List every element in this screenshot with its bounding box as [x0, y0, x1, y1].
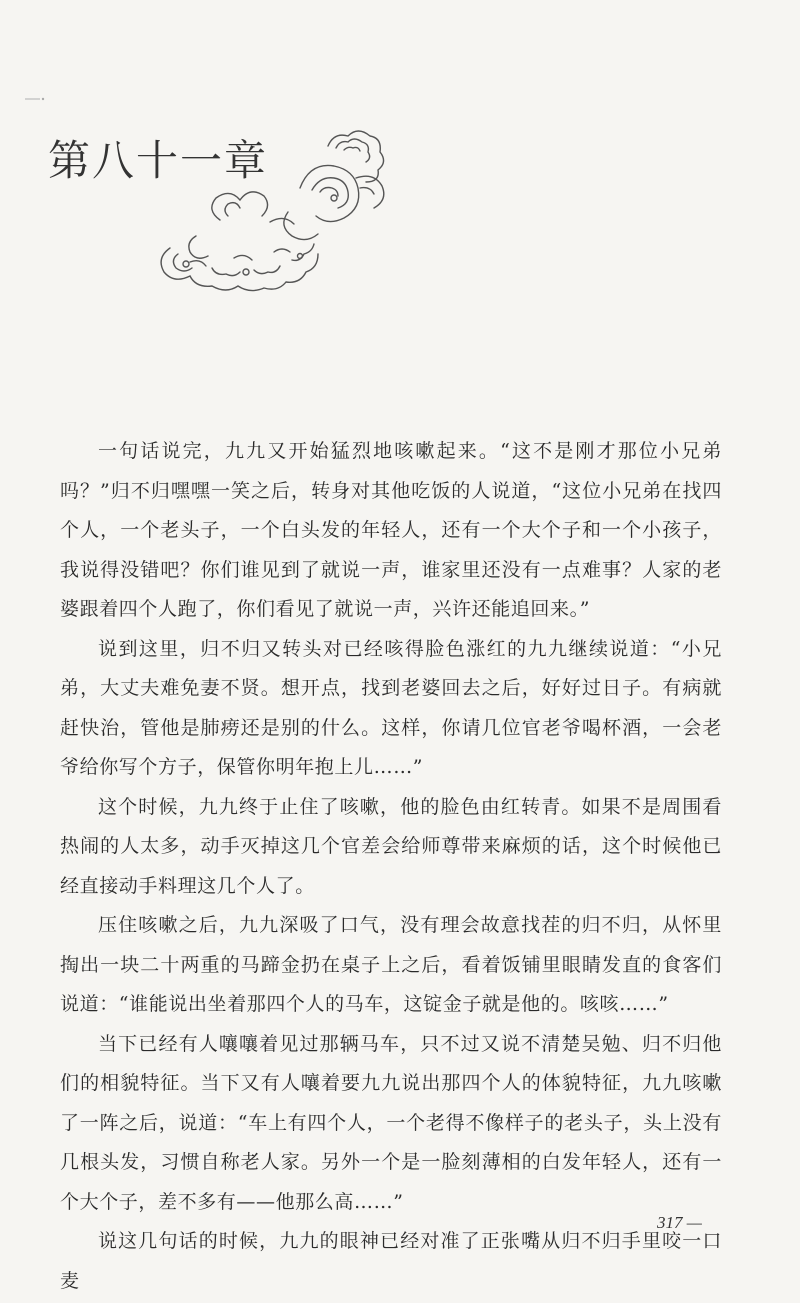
paragraph: 压住咳嗽之后，九九深吸了口气，没有理会故意找茬的归不归，从怀里掏出一块二十两重的马蹄金扔在桌子上之后，看着饭铺里眼睛发直的食客们说道：“谁能说出坐着那四个人的马车，这锭金子就是他的。咳咳……”: [60, 914, 722, 1015]
paragraph: 说到这里，归不归又转头对已经咳得脸色涨红的九九继续说道：“小兄弟，大丈夫难免妻不贤。想开点，找到老婆回去之后，好好过日子。有病就赶快治，管他是肺痨还是别的什么。这样，你请几位官老爷喝杯酒，一会老爷给你写个方子，保管你明年抱上儿……”: [60, 637, 722, 778]
cloud-dragon-ornament-icon: [150, 118, 390, 293]
chapter-title: 第八十一章: [48, 136, 269, 185]
paragraph: 一句话说完，九九又开始猛烈地咳嗽起来。“这不是刚才那位小兄弟吗？”归不归嘿嘿一笑之后，转身对其他吃饭的人说道，“这位小兄弟在找四个人，一个老头子，一个白头发的年轻人，还有一个大个子和一个小孩子，我说得没错吧？你们谁见到了就说一声，谁家里还没有一点难事？人家的老婆跟着四个人跑了，你们看见了就说一声，兴许还能追回来。”: [60, 440, 722, 620]
paragraph: 说这几句话的时候，九九的眼神已经对准了正张嘴从归不归手里咬一口麦: [60, 1230, 722, 1292]
page-number: 317 —: [657, 1213, 702, 1232]
scan-mark-icon: [24, 96, 46, 102]
paragraph: 这个时候，九九终于止住了咳嗽，他的脸色由红转青。如果不是周围看热闹的人太多，动手灭掉这几个官差会给师尊带来麻烦的话，这个时候他已经直接动手料理这几个人了。: [60, 795, 722, 897]
paragraph: 当下已经有人嚷嚷着见过那辆马车，只不过又说不清楚吴勉、归不归他们的相貌特征。当下又有人嚷着要九九说出那四个人的体貌特征，九九咳嗽了一阵之后，说道：“车上有四个人，一个老得不像样子的老头子，头上没有几根头发，习惯自称老人家。另外一个是一脸刻薄相的白发年轻人，还有一个大个子，差不多有——他那么高……”: [60, 1032, 722, 1213]
chapter-body: [60, 432, 722, 1301]
